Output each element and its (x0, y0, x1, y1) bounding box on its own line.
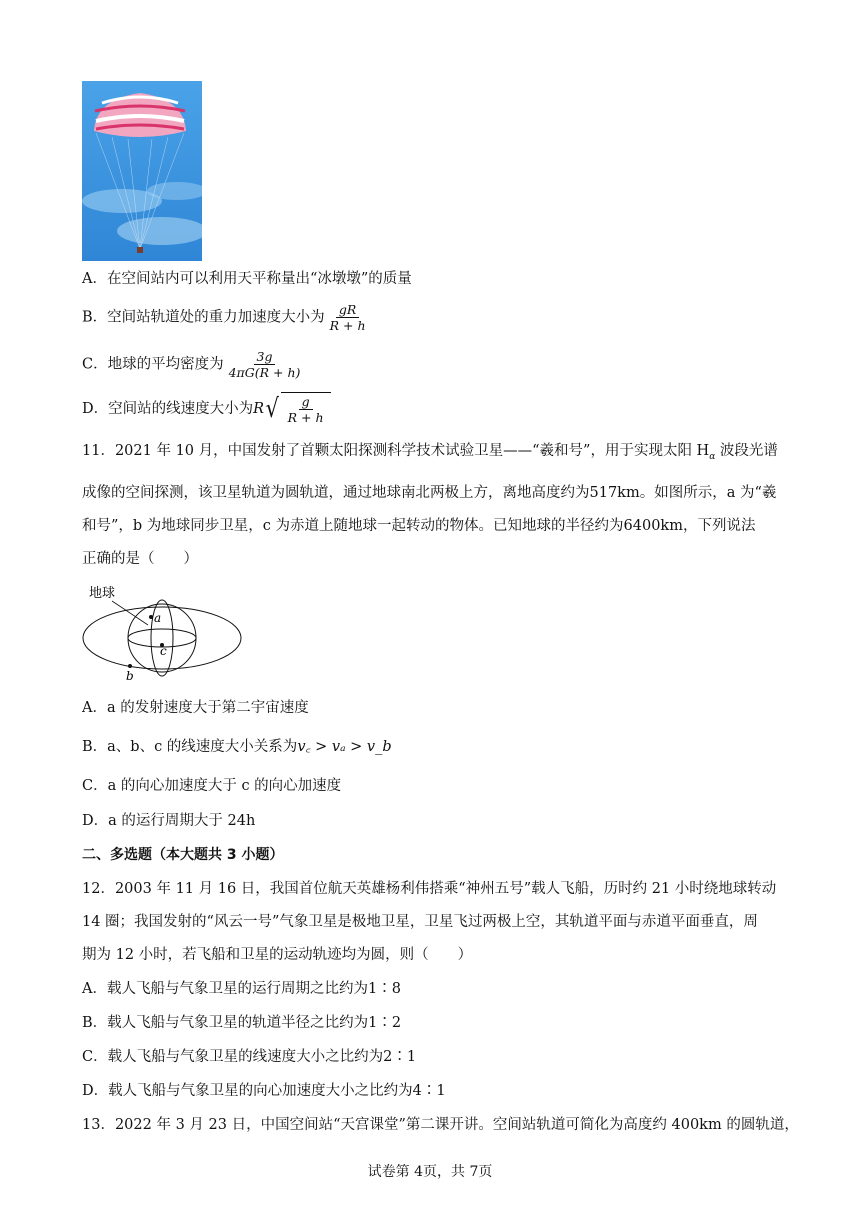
q10-option-c-denominator: 4πG(R + h) (228, 365, 301, 380)
q10-option-c (82, 349, 305, 380)
q11-h-alpha-subscript: α (709, 451, 716, 462)
q12-line-3: 期为 12 小时，若飞船和卫星的运动轨迹均为圆，则（ ） (82, 947, 473, 963)
q10-option-d-numerator: g (299, 394, 313, 410)
q10-option-c-fraction (226, 349, 304, 380)
q12-option-b: B．载人飞船与气象卫星的轨道半径之比约为1∶2 (82, 1015, 402, 1031)
q10-option-b-numerator: gR (336, 302, 359, 318)
q11-line-4: 正确的是（ ） (82, 551, 198, 567)
q11-option-b (82, 737, 392, 757)
q11-option-d: D．a 的运行周期大于 24h (82, 813, 256, 829)
diagram-label-c: c (160, 644, 167, 658)
q11-line-1 (82, 441, 778, 467)
q10-option-a: A．在空间站内可以利用天平称量出“冰墩墩”的质量 (82, 271, 412, 287)
diagram-earth-label: 地球 (89, 586, 116, 601)
parachute-photo (82, 81, 202, 261)
q11-line-3: 和号”，b 为地球同步卫星，c 为赤道上随地球一起转动的物体。已知地球的半径约为6400km，下列说法 (82, 518, 756, 534)
page-footer: 试卷第 4页，共 7页 (367, 1164, 493, 1180)
orbit-diagram (80, 583, 242, 683)
point-b (128, 664, 132, 668)
point-a (149, 615, 153, 619)
q10-option-d-denominator: R + h (287, 410, 324, 425)
geosync-orbit (83, 607, 241, 669)
q10-option-d-sqrt: √ $\frac{g}{R + h}$ (264, 392, 330, 426)
diagram-label-a: a (154, 611, 162, 625)
q13-line-1: 13．2022 年 3 月 23 日，中国空间站“天宫课堂”第二课开讲。空间站轨道可简化为高度约 400km 的圆轨道， (82, 1117, 799, 1133)
q11-line-2: 成像的空间探测，该卫星轨道为圆轨道，通过地球南北两极上方，离地高度约为517km。如图所示，a 为“羲 (82, 485, 777, 501)
diagram-label-b: b (126, 669, 134, 683)
q11-option-a: A．a 的发射速度大于第二宇宙速度 (82, 700, 309, 716)
q11-line-1-tail: 波段光谱 (715, 443, 778, 459)
earth-circle (128, 604, 196, 672)
earth-label-leader (112, 601, 148, 625)
q12-option-c: C．载人飞船与气象卫星的线速度大小之比约为2∶1 (82, 1049, 417, 1065)
q10-option-b-text: B．空间站轨道处的重力加速度大小为 (82, 309, 325, 326)
q10-option-c-text: C．地球的平均密度为 (82, 356, 224, 373)
q10-option-c-numerator: 3g (254, 349, 276, 365)
q10-option-b-fraction (327, 302, 369, 333)
q12-line-2: 14 圈；我国发射的“风云一号”气象卫星是极地卫星，卫星飞过两极上空，其轨道平面与赤道平面垂直，周 (82, 914, 758, 930)
q10-option-b (82, 302, 371, 333)
q12-option-d: D．载人飞船与气象卫星的向心加速度大小之比约为4∶1 (82, 1083, 446, 1099)
q11-option-b-text: B．a、b、c 的线速度大小关系为 (82, 739, 298, 755)
section-2-title: 二、多选题（本大题共 3 小题） (82, 847, 284, 863)
q10-option-d-text: D．空间站的线速度大小为 (82, 401, 254, 417)
q11-option-b-relation: v꜀ > vₐ > v_b (297, 739, 392, 755)
q10-option-d-r: R (253, 401, 265, 417)
q12-option-a: A．载人飞船与气象卫星的运行周期之比约为1∶8 (82, 981, 401, 997)
q11-line-1-text: 11．2021 年 10 月，中国发射了首颗太阳探测科学技术试验卫星——“羲和号”，用于实现太阳 H (82, 443, 710, 459)
q10-option-b-denominator: R + h (329, 318, 366, 333)
q12-line-1: 12．2003 年 11 月 16 日，我国首位航天英雄杨利伟搭乘“神州五号”载人飞船，历时约 21 小时绕地球转动 (82, 881, 777, 897)
q10-option-d (82, 392, 331, 426)
q11-option-c: C．a 的向心加速度大于 c 的向心加速度 (82, 778, 342, 794)
